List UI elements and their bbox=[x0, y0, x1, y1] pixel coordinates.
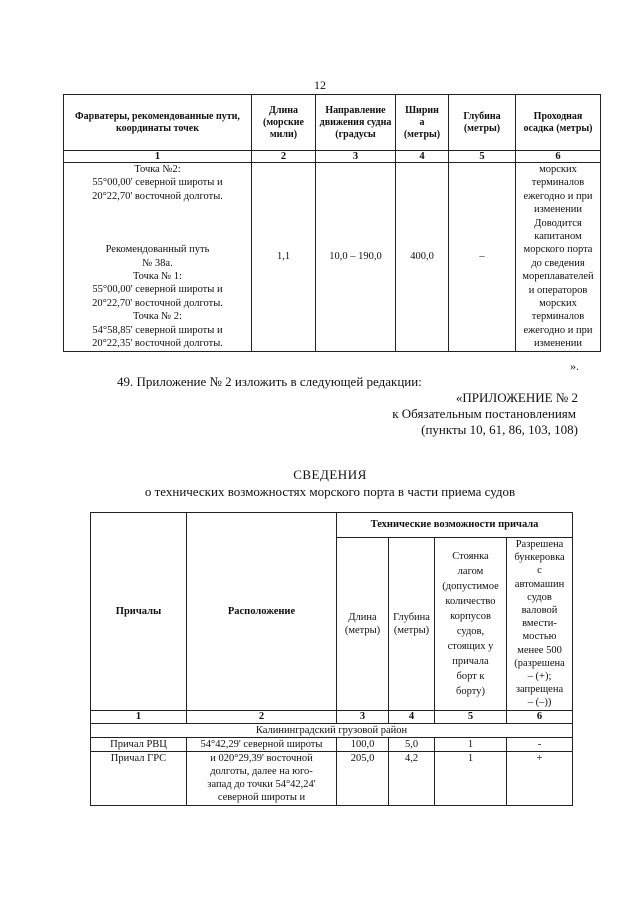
table1-width-cell: 400,0 bbox=[396, 163, 449, 352]
location-line: долготы, далее на юго- bbox=[210, 766, 313, 778]
header-line: мостью bbox=[522, 631, 557, 643]
coord-spacer bbox=[66, 203, 249, 243]
table2-header-bunker bbox=[507, 538, 573, 711]
table2-col-number: 4 bbox=[389, 710, 435, 723]
draft-line: терминалов bbox=[531, 177, 585, 189]
table1-header-length: Длина (морские мили) bbox=[252, 95, 316, 151]
header-line: – (+); bbox=[527, 671, 552, 683]
table1-header-width-line: Ширин bbox=[405, 104, 439, 116]
item-49-text: 49. Приложение № 2 изложить в следующей редакции: bbox=[117, 374, 422, 389]
header-line: (метры) bbox=[344, 624, 381, 636]
header-line: Глубина bbox=[393, 611, 430, 623]
header-line: корпусов bbox=[450, 610, 491, 622]
coord-line: 20°22,70' восточной долготы. bbox=[92, 297, 223, 309]
draft-line: морского порта bbox=[523, 244, 593, 256]
coord-line: Точка №2: bbox=[134, 164, 181, 175]
draft-line: ежегодно и при bbox=[523, 190, 593, 202]
location-line: и 020°29,39' восточной bbox=[210, 752, 313, 764]
table2-header-row-1 bbox=[91, 513, 573, 538]
coord-line: 54°58,85' северной широты и bbox=[92, 324, 223, 336]
table1-col-number: 2 bbox=[252, 151, 316, 163]
berth-length: 205,0 bbox=[337, 751, 389, 805]
fairways-table bbox=[63, 94, 601, 352]
coord-line: 55°00,00' северной широты и bbox=[92, 177, 223, 189]
table1-header-direction: Направление движения судна (градусы bbox=[316, 95, 396, 151]
section-title: Калининградский грузовой район bbox=[91, 723, 573, 737]
header-line: причала bbox=[452, 655, 489, 667]
table1-length-cell: 1,1 bbox=[252, 163, 316, 352]
table1-number-row bbox=[64, 151, 601, 163]
table2-header-location: Расположение bbox=[187, 513, 337, 711]
table1-data-row bbox=[64, 163, 601, 352]
table1-col-number: 5 bbox=[449, 151, 516, 163]
header-line: запрещена bbox=[515, 684, 564, 696]
berth-depth: 5,0 bbox=[389, 737, 435, 751]
table1-col-number: 6 bbox=[516, 151, 601, 163]
table-row bbox=[91, 751, 573, 805]
svedeniya-title: СВЕДЕНИЯ bbox=[293, 467, 367, 482]
berth-name: Причал РВЦ bbox=[91, 737, 187, 751]
table2-header-length bbox=[337, 538, 389, 711]
table1-header-draft: Проходная осадка (метры) bbox=[516, 95, 601, 151]
coord-line: № 38а. bbox=[142, 257, 173, 269]
appendix-heading: «ПРИЛОЖЕНИЕ № 2 bbox=[455, 390, 578, 405]
table2-col-number: 3 bbox=[337, 710, 389, 723]
header-line: (допустимое bbox=[442, 580, 499, 592]
draft-line: до сведения bbox=[531, 257, 585, 269]
table2-section-row bbox=[91, 723, 573, 737]
header-line: менее 500 bbox=[517, 644, 562, 656]
table1-header-fairways: Фарватеры, рекомендованные пути, координаты точек bbox=[64, 95, 252, 151]
table1-header-width-line: (метры) bbox=[403, 128, 441, 140]
berth-location bbox=[187, 737, 337, 751]
berth-stoyanka: 1 bbox=[435, 737, 507, 751]
location-line: запад до точки 54°42,24' bbox=[207, 779, 316, 791]
header-line: (разрешена bbox=[514, 657, 565, 669]
table1-header-row bbox=[64, 95, 601, 151]
berths-table bbox=[90, 512, 573, 806]
table1-col-number: 3 bbox=[316, 151, 396, 163]
header-line: (метры) bbox=[393, 624, 430, 636]
appendix-points: (пункты 10, 61, 86, 103, 108) bbox=[421, 422, 578, 437]
table1-header-width-line: а bbox=[419, 116, 425, 128]
header-line: валовой bbox=[521, 605, 558, 617]
header-line: судов bbox=[527, 591, 552, 603]
header-line: вмести- bbox=[522, 618, 557, 630]
draft-line: изменении bbox=[533, 204, 583, 216]
header-line: количество bbox=[445, 595, 496, 607]
berth-location bbox=[187, 751, 337, 805]
table1-col-number: 4 bbox=[396, 151, 449, 163]
table2-header-tech: Технические возможности причала bbox=[337, 513, 573, 538]
location-line: 54°42,29' северной широты bbox=[200, 738, 323, 750]
header-line: с bbox=[537, 565, 542, 577]
draft-line: морских bbox=[539, 298, 577, 310]
table-row bbox=[91, 737, 573, 751]
header-line: Длина bbox=[348, 611, 377, 623]
draft-line: терминалов bbox=[531, 311, 585, 323]
table1-col-number: 1 bbox=[64, 151, 252, 163]
berth-length: 100,0 bbox=[337, 737, 389, 751]
table2-col-number: 2 bbox=[187, 710, 337, 723]
header-line: борт к bbox=[456, 670, 485, 682]
coord-line: Точка № 1: bbox=[133, 271, 182, 283]
table2-header-depth bbox=[389, 538, 435, 711]
draft-line: изменении bbox=[533, 338, 583, 350]
coord-line: 20°22,35' восточной долготы. bbox=[92, 338, 223, 350]
berth-bunker: - bbox=[507, 737, 573, 751]
header-line: Стоянка bbox=[452, 550, 489, 562]
closing-quote: ». bbox=[570, 359, 579, 373]
header-line: бункеровка bbox=[514, 552, 565, 564]
table1-header-width bbox=[396, 95, 449, 151]
table1-header-depth: Глубина (метры) bbox=[449, 95, 516, 151]
berth-bunker: + bbox=[507, 751, 573, 805]
table2-col-number: 5 bbox=[435, 710, 507, 723]
coord-line: Рекомендованный путь bbox=[105, 244, 210, 256]
table1-depth-cell: – bbox=[449, 163, 516, 352]
draft-line: капитаном bbox=[534, 231, 582, 243]
draft-line: морских bbox=[539, 164, 577, 175]
table1-coordinates-cell bbox=[64, 163, 252, 352]
header-line: Разрешена bbox=[515, 539, 564, 550]
table1-direction-cell: 10,0 – 190,0 bbox=[316, 163, 396, 352]
table2-header-stoyanka bbox=[435, 538, 507, 711]
draft-line: и операторов bbox=[528, 284, 588, 296]
location-line: северной широты и bbox=[217, 792, 306, 804]
table2-number-row bbox=[91, 710, 573, 723]
header-line: лагом bbox=[457, 565, 484, 577]
header-line: борту) bbox=[456, 685, 485, 697]
berth-name: Причал ГРС bbox=[91, 751, 187, 805]
table2-col-number: 6 bbox=[507, 710, 573, 723]
table1-draft-cell bbox=[516, 163, 601, 352]
header-line: – (–)) bbox=[527, 697, 552, 709]
page-number: 12 bbox=[314, 78, 326, 92]
berth-depth: 4,2 bbox=[389, 751, 435, 805]
coord-line: Точка № 2: bbox=[133, 311, 182, 323]
table2-header-berths: Причалы bbox=[91, 513, 187, 711]
coord-line: 20°22,70' восточной долготы. bbox=[92, 190, 223, 202]
berth-stoyanka: 1 bbox=[435, 751, 507, 805]
draft-line: ежегодно и при bbox=[523, 324, 593, 336]
appendix-reference: к Обязательным постановлениям bbox=[392, 406, 576, 421]
draft-line: Доводится bbox=[534, 217, 582, 229]
svedeniya-subtitle: о технических возможностях морского порта в части приема судов bbox=[144, 484, 516, 499]
draft-line: мореплавателей bbox=[522, 271, 594, 283]
coord-line: 55°00,00' северной широты и bbox=[92, 284, 223, 296]
table2-col-number: 1 bbox=[91, 710, 187, 723]
header-line: автомашин bbox=[514, 578, 565, 590]
header-line: судов, bbox=[456, 625, 485, 637]
header-line: стоящих у bbox=[447, 640, 494, 652]
